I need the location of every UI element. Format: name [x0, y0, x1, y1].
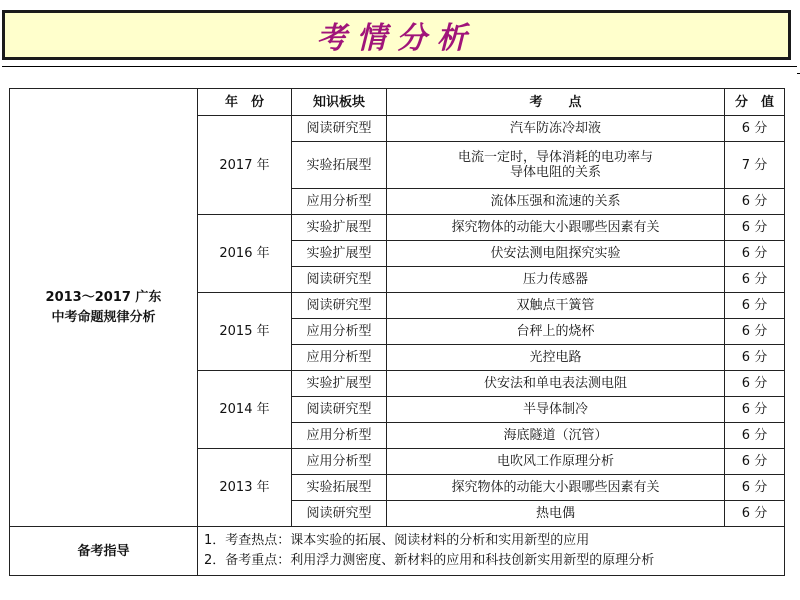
guide-content-cell: [198, 527, 785, 576]
score-cell: 6 分: [725, 241, 785, 267]
guide-line: 2．备考重点：利用浮力测密度、新材料的应用和科技创新实用新型的原理分析: [204, 553, 655, 568]
point-cell: 流体压强和流速的关系: [387, 189, 725, 215]
point-cell: 电吹风工作原理分析: [387, 449, 725, 475]
score-cell: 6 分: [725, 293, 785, 319]
module-cell: 阅读研究型: [292, 501, 387, 527]
module-cell: 应用分析型: [292, 449, 387, 475]
score-cell: 6 分: [725, 501, 785, 527]
score-cell: 6 分: [725, 319, 785, 345]
header-year: 年 份: [198, 89, 292, 116]
point-cell: 压力传感器: [387, 267, 725, 293]
header-row: [10, 89, 785, 116]
section-label-cell: 2013～2017 广东 中考命题规律分析: [10, 89, 198, 527]
guide-label-cell: 备考指导: [10, 527, 198, 576]
module-cell: 实验扩展型: [292, 371, 387, 397]
score-cell: 6 分: [725, 267, 785, 293]
point-cell: 热电偶: [387, 501, 725, 527]
year-cell: 2013 年: [198, 449, 292, 527]
score-cell: 6 分: [725, 423, 785, 449]
module-cell: 实验拓展型: [292, 475, 387, 501]
page-title: 考情分析: [316, 21, 477, 56]
point-cell: 探究物体的动能大小跟哪些因素有关: [387, 215, 725, 241]
module-cell: 阅读研究型: [292, 116, 387, 142]
header-point: 考 点: [387, 89, 725, 116]
header-score: 分 值: [725, 89, 785, 116]
point-cell: 海底隧道（沉管）: [387, 423, 725, 449]
point-cell: 光控电路: [387, 345, 725, 371]
point-cell: 电流一定时，导体消耗的电功率与 导体电阻的关系: [387, 142, 725, 189]
score-cell: 6 分: [725, 345, 785, 371]
point-cell: 汽车防冻冷却液: [387, 116, 725, 142]
year-cell: 2015 年: [198, 293, 292, 371]
guide-line: 1．考查热点：课本实验的拓展、阅读材料的分析和实用新型的应用: [204, 533, 590, 548]
module-cell: 实验拓展型: [292, 142, 387, 189]
score-cell: 6 分: [725, 371, 785, 397]
module-cell: 应用分析型: [292, 423, 387, 449]
point-cell: 台秤上的烧杯: [387, 319, 725, 345]
score-cell: 6 分: [725, 449, 785, 475]
module-cell: 应用分析型: [292, 319, 387, 345]
point-cell: 探究物体的动能大小跟哪些因素有关: [387, 475, 725, 501]
module-cell: 实验扩展型: [292, 215, 387, 241]
year-cell: 2014 年: [198, 371, 292, 449]
module-cell: 实验扩展型: [292, 241, 387, 267]
score-cell: 6 分: [725, 116, 785, 142]
exam-analysis-table: [9, 88, 785, 576]
year-cell: 2016 年: [198, 215, 292, 293]
score-cell: 6 分: [725, 475, 785, 501]
module-cell: 阅读研究型: [292, 397, 387, 423]
year-cell: 2017 年: [198, 116, 292, 215]
point-cell: 伏安法测电阻探究实验: [387, 241, 725, 267]
point-cell: 半导体制冷: [387, 397, 725, 423]
score-cell: 6 分: [725, 215, 785, 241]
module-cell: 应用分析型: [292, 345, 387, 371]
module-cell: 阅读研究型: [292, 267, 387, 293]
point-cell: 双触点干簧管: [387, 293, 725, 319]
header-module: 知识板块: [292, 89, 387, 116]
guide-row: [10, 527, 785, 576]
score-cell: 7 分: [725, 142, 785, 189]
divider: [2, 66, 797, 67]
score-cell: 6 分: [725, 189, 785, 215]
module-cell: 阅读研究型: [292, 293, 387, 319]
point-cell: 伏安法和单电表法测电阻: [387, 371, 725, 397]
score-cell: 6 分: [725, 397, 785, 423]
module-cell: 应用分析型: [292, 189, 387, 215]
title-banner: [2, 10, 791, 60]
